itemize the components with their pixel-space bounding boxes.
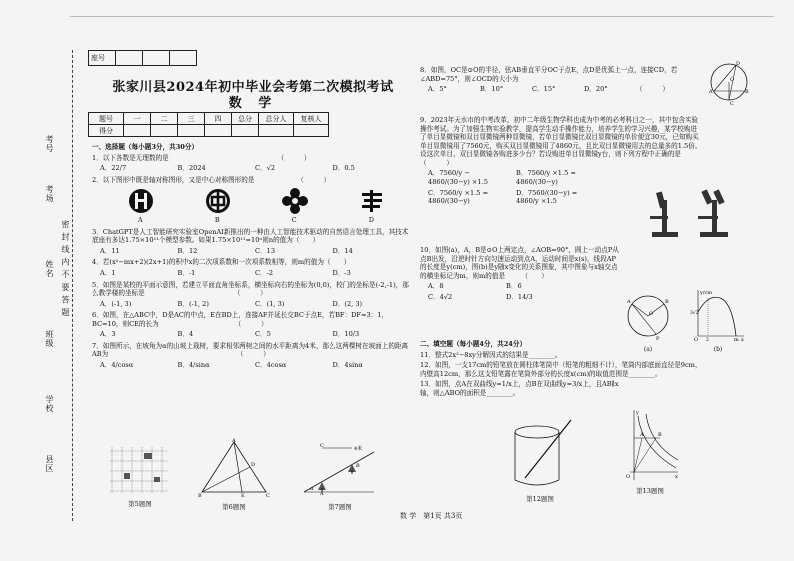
exam-subject: 数 学: [228, 96, 278, 111]
q5-options: [100, 300, 410, 309]
q1-options: [100, 164, 410, 173]
figure-7-caption: 第7题图: [328, 503, 352, 511]
question-6: 6．如图，在△ABC中，D是AC的中点，E在BD上，连接AF并延长交BC于点E，若BF：DF=3：1，BC=10，则CE的长为 （ ）: [92, 311, 389, 328]
option: B．(-1, 2): [177, 299, 209, 308]
figure-13: [620, 408, 680, 495]
figure-12-caption: 第12题图: [526, 495, 554, 503]
q8-options: [428, 85, 688, 94]
q2-captions: [102, 216, 410, 224]
option: B．4/sinα: [177, 361, 210, 369]
side-kaochang: 考场: [45, 185, 54, 203]
question-10: 10．如图(a)，A，B是⊙O上两定点，∠AOB=90°，圆上一动点P从点B出发，沿逆时针方向匀速运动到点A，运动时间是x(s)，线段AP的长度是y(cm)，图(b)是y随x变化的关系图象，其中图象与x轴交点的横坐标记为m，则m的值是 （ ）: [420, 246, 619, 280]
question-8: [420, 66, 700, 83]
q2-figures: [102, 186, 410, 216]
option: A．11: [100, 246, 120, 255]
score-header: 总分人: [259, 113, 294, 125]
score-header: 二: [151, 113, 178, 125]
svg-text:O: O: [649, 311, 654, 317]
circle-chord-figure: [706, 60, 752, 106]
option: C．4√2: [428, 292, 453, 301]
question-12: 12．如图，一支17cm的铅笔放在圆柱体笔筒中（铅笔的粗细不计），笔筒内部底面直径是9cm，内壁高12cm，那么这支铅笔露在笔筒外部分的长度x(cm)的取值范围是________。: [420, 361, 702, 378]
score-table: [88, 112, 329, 137]
score-header: 复核人: [294, 113, 329, 125]
svg-text:A: A: [709, 89, 713, 95]
figure-7: [300, 440, 380, 511]
question-1: 1．以下各数是无理数的是 （ ）: [92, 153, 311, 162]
question-8-text: 8．如图，OC是⊙O的半径，弦AB垂直平分OC于点E，点D是优弧上一点，连接CD，若∠ABD=75°，则∠OCD的大小为: [420, 66, 678, 83]
q6-options: [100, 330, 410, 339]
seat-number-box: [88, 50, 197, 66]
left-column: [92, 141, 410, 373]
option: A．22/7: [100, 164, 127, 173]
cylinder-pencil-figure: [505, 418, 575, 490]
option: A．4/cosα: [100, 361, 134, 369]
bank-logo-a-icon: [126, 186, 156, 216]
option: B．7560/y ×1.5 = 4860/(30−y): [516, 169, 576, 186]
svg-text:m: m: [734, 337, 739, 342]
figure-6-caption: 第6题图: [222, 503, 246, 511]
page-footer: 数 学 第1页 共3页: [400, 512, 463, 520]
svg-text:x: x: [741, 337, 744, 342]
option: B．12: [177, 246, 198, 255]
svg-text:A: A: [627, 299, 631, 305]
svg-text:y/cm: y/cm: [700, 290, 713, 296]
svg-text:D: D: [251, 462, 256, 468]
question-5: 5．如图是某校的平面示意图，若建立平面直角坐标系，横坐标向右的坐标为(0,0)，校门的坐标是(-2,-1)，那么教学楼的坐标是 （ ）: [92, 280, 409, 298]
section-2-title: 二、填空题（每小题4分，共24分）: [420, 340, 527, 348]
q10-options: [428, 282, 578, 301]
svg-text:P: P: [656, 336, 660, 342]
option: D．-3: [332, 268, 351, 277]
bank-logo-b-icon: [203, 186, 233, 216]
caption: A: [138, 216, 143, 225]
option: A．3: [100, 330, 116, 339]
svg-text:A: A: [232, 438, 236, 444]
side-banji: 班级: [45, 330, 54, 348]
svg-text:2: 2: [706, 338, 709, 342]
score-header: 三: [178, 113, 205, 125]
svg-text:O: O: [730, 77, 735, 83]
option: B．2024: [177, 164, 206, 173]
svg-text:E: E: [241, 493, 245, 498]
seat-label: 座号: [89, 51, 116, 66]
figure-5: [110, 447, 170, 508]
section-1-title: 一、选择题（每小题3分，共30分）: [92, 143, 199, 151]
hyperbola-figure: [620, 408, 680, 482]
option: C．7560/y ×1.5 = 4860/(30−y): [428, 188, 489, 206]
question-4: 4．若(x²−mx+2)(2x+1)的积中x的二次项系数和一次项系数相等，则m的值为（ ）: [92, 258, 351, 267]
svg-text:B: B: [665, 299, 669, 305]
option: C．(1, 3): [255, 299, 285, 308]
right-column-q10: [420, 246, 620, 305]
q7-options: [100, 361, 410, 370]
svg-text:O: O: [626, 474, 631, 480]
score-row-label: 得分: [89, 125, 124, 137]
option: A．5°: [428, 85, 447, 94]
function-graph-figure: [690, 288, 746, 342]
option: A．7560/y − 4860/(30−y) ×1.5: [428, 169, 488, 186]
q4-options: [100, 269, 410, 278]
option: D．14: [332, 246, 353, 255]
figure-10a-caption: (a): [643, 346, 653, 353]
bank-logo-d-icon: [357, 186, 387, 216]
microscope-icon: [640, 186, 740, 240]
bank-logo-c-icon: [280, 186, 310, 216]
score-header: 四: [205, 113, 232, 125]
svg-text:B: B: [745, 89, 749, 95]
seal-line: [72, 50, 73, 521]
score-header: 题号: [89, 113, 124, 125]
figure-8: [706, 60, 752, 110]
figure-5-caption: 第5题图: [128, 500, 152, 508]
caption: C: [291, 216, 297, 225]
option: D．10/3: [332, 330, 360, 339]
option: D．4sinα: [332, 361, 363, 369]
option: B．-1: [177, 268, 196, 277]
q3-options: [100, 247, 410, 256]
svg-text:3√2: 3√2: [690, 311, 699, 316]
question-9: 9．2023年天水市的中考改革，初中二年级生物学科也成为中考的必考科目之一，其中包含实验操作考试。为了加强生物实验教学，提高学生动手操作能力，培养学生的学习兴趣，某学校购进了单目显微镜和双目显微镜两种显微镜，若单目显微镜比双目显微镜的单价便宜30元，已知购买单目显微镜用了7560元，购买双目显微镜用了4860元，且比双目显微镜用去的总量多的1.5倍。设这次单目、双目显微镜各购进多少台？若设购进单目显微镜y台，则下列方程中正确的是 （ ）: [420, 116, 774, 167]
caption: B: [214, 216, 220, 225]
triangle-figure: [198, 438, 270, 498]
exam-title: 张家川县2024年初中毕业会考第二次模拟考试: [112, 80, 394, 95]
figure-6: [198, 438, 270, 511]
side-notice: 密 封 线 内 不 要 答 题: [61, 220, 70, 317]
option: B．4: [177, 330, 194, 339]
q9-options: [428, 169, 598, 205]
figure-12: [505, 418, 575, 503]
side-kaohao: 考号: [45, 135, 54, 153]
score-header: 总分: [232, 113, 259, 125]
question-3: 3．ChatGPT是人工智能研究实验室OpenAI新推出的一种由人工智能技术驱动的自然语言处理工具，其技术底座有多达1.75×10¹¹个模型参数。如果1.75×10¹¹=10ⁿ则n的值为（ ）: [92, 227, 409, 245]
slope-trees-figure: [300, 440, 380, 498]
option: C．4cosα: [255, 361, 287, 369]
option: A．8: [428, 282, 444, 291]
svg-text:B: B: [356, 463, 360, 469]
option: A．(-1, 3): [100, 299, 132, 308]
grid-map-figure: [110, 447, 170, 495]
top-rule: [70, 16, 774, 17]
option: D．14/3: [506, 292, 533, 301]
side-xingming: 姓名: [45, 260, 54, 278]
svg-text:C: C: [320, 443, 324, 449]
svg-text:y: y: [636, 410, 639, 416]
option: C．-2: [255, 268, 274, 277]
svg-text:4米: 4米: [354, 446, 363, 452]
figure-10b-caption: (b): [713, 346, 723, 353]
question-2: 2．以下图形中既是轴对称图形，又是中心对称图形的是 （ ）: [92, 175, 331, 184]
option: B．6: [506, 282, 522, 291]
option: D．(2, 3): [332, 299, 363, 308]
option: C．15°: [532, 85, 556, 94]
svg-text:D: D: [736, 61, 741, 67]
svg-text:O: O: [694, 337, 699, 342]
question-7: 7．如图所示，在坡角为α的山坡上栽树，要求相邻两树之间的水平距离为4米，那么这两棵树在坡面上的距离AB为 （ ）: [92, 341, 409, 359]
svg-text:α: α: [310, 486, 314, 492]
option: D．0.5: [332, 164, 355, 173]
side-xianqu: 县区: [45, 455, 54, 473]
option: C．√2: [255, 164, 276, 173]
circle-aob-figure: [622, 290, 674, 342]
side-xuexiao: 学校: [45, 395, 54, 413]
right-column: [420, 66, 700, 97]
svg-text:C: C: [266, 493, 270, 498]
score-header: 一: [124, 113, 151, 125]
answer-paren: （ ）: [636, 85, 669, 94]
svg-text:C: C: [730, 101, 734, 106]
option: B．10°: [480, 85, 504, 94]
question-13: 13．如图，点A在双曲线y=1/x上，点B在双曲线y=3/x上，且AB∥x轴，则△ABO的面积是________。: [420, 380, 619, 397]
option: C．5: [255, 330, 271, 339]
svg-text:A: A: [320, 491, 324, 497]
caption: D: [368, 216, 374, 225]
figure-13-caption: 第13题图: [636, 487, 664, 495]
option: C．13: [255, 246, 276, 255]
option: D．20°: [584, 85, 608, 94]
svg-text:B: B: [198, 493, 202, 498]
svg-text:A: A: [640, 432, 644, 438]
right-column-fill: [420, 338, 702, 399]
microscope-figure: [640, 186, 740, 244]
svg-text:x: x: [675, 474, 678, 480]
svg-text:B: B: [658, 432, 662, 438]
option: D．7560/(30−y) = 4860/y ×1.5: [516, 188, 578, 206]
option: A．1: [100, 268, 116, 277]
question-11: 11．整式2x²−8xy分解因式的结果是________。: [420, 350, 562, 359]
